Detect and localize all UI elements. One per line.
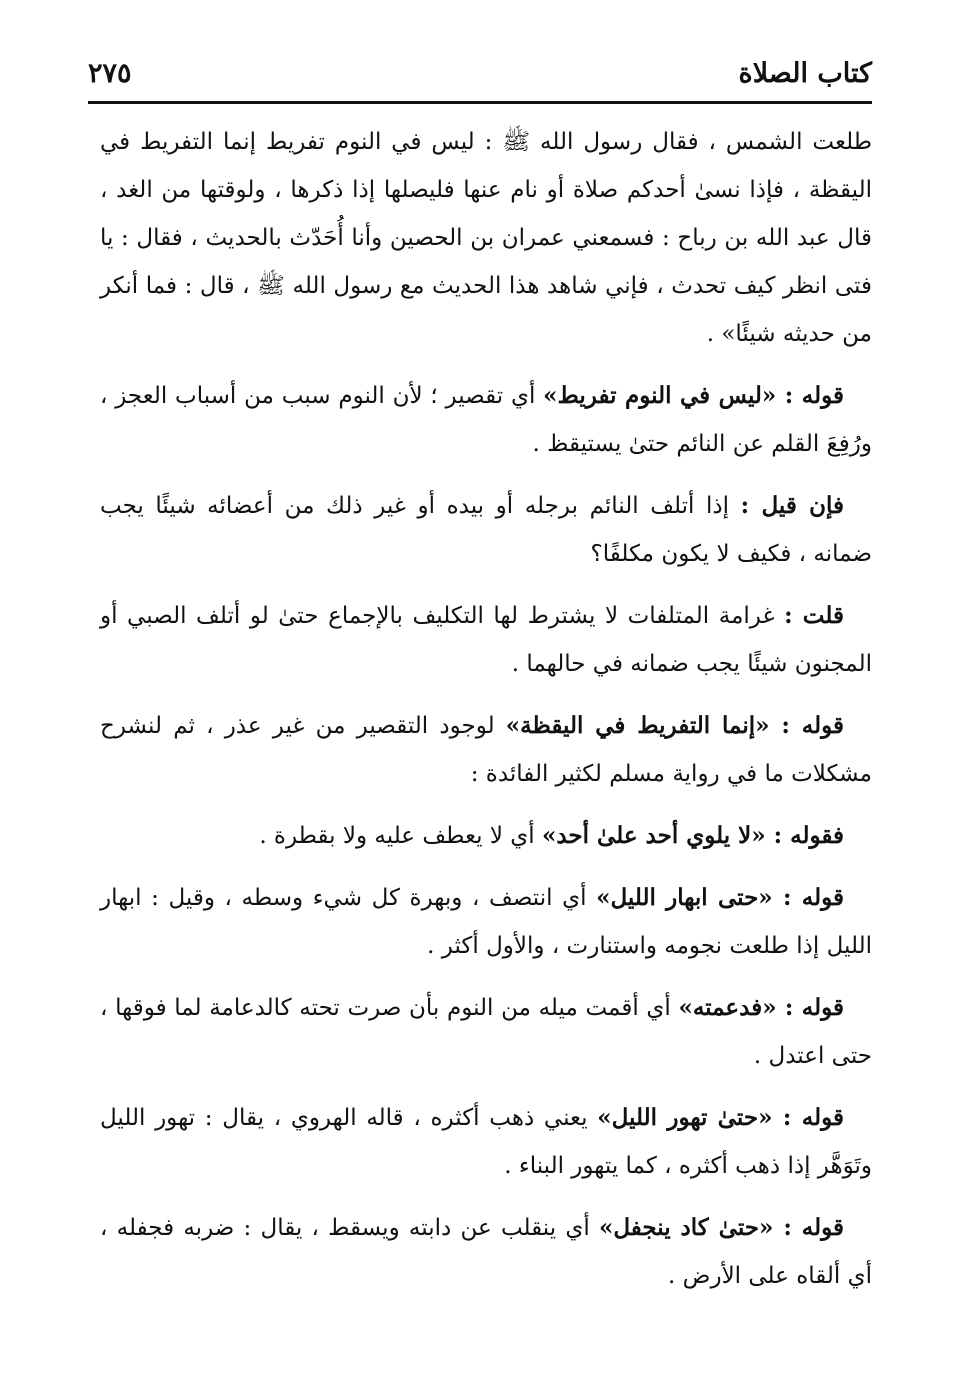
paragraph-9 <box>100 1094 872 1190</box>
paragraph-lead: قوله : «حتىٰ كاد ينجفل» <box>599 1214 844 1241</box>
paragraph-text: غرامة المتلفات لا يشترط لها التكليف بالإجماع حتىٰ لو أتلف الصبي أو المجنون شيئًا يجب ضمانه في حالهما . <box>100 603 872 677</box>
paragraph-lead: قلت : <box>784 602 844 629</box>
paragraph-lead: فقوله : «لا يلوي أحد علىٰ أحد» <box>541 822 844 849</box>
chapter-title: كتاب الصلاة <box>738 58 872 89</box>
paragraph-lead: قوله : «ليس في النوم تفريط» <box>543 382 844 409</box>
page-body <box>100 118 872 1314</box>
paragraph-7 <box>100 874 872 970</box>
paragraph-text: أي لا يعطف عليه ولا بقطرة . <box>259 823 542 849</box>
paragraph-text: أي ينقلب عن دابته ويسقط ، يقال : ضربه فجفله ، أي ألقاه على الأرض . <box>100 1215 872 1289</box>
paragraph-lead: قوله : «إنما التفريط في اليقظة» <box>505 712 844 739</box>
paragraph-text: إذا أتلف النائم برجله أو بيده أو غير ذلك من أعضائه شيئًا يجب ضمانه ، فكيف لا يكون مكلفًا؟ <box>100 493 872 567</box>
paragraph-1 <box>100 118 872 358</box>
header-rule <box>88 101 872 104</box>
paragraph-text: يعني ذهب أكثره ، قاله الهروي ، يقال : تهور الليل وتَوَهَّر إذا ذهب أكثره ، كما يتهور البناء . <box>100 1105 872 1179</box>
page-header <box>88 52 872 102</box>
paragraph-10 <box>100 1204 872 1300</box>
paragraph-lead: قوله : «حتىٰ تهور الليل» <box>597 1104 844 1131</box>
page-number: ٢٧٥ <box>88 58 132 89</box>
paragraph-lead: قوله : «حتى ابهار الليل» <box>596 884 844 911</box>
paragraph-text: طلعت الشمس ، فقال رسول الله ﷺ : ليس في النوم تفريط إنما التفريط في اليقظة ، فإذا نسىٰ أحدكم صلاة أو نام عنها فليصلها إذا ذكرها ، ولوقتها من الغد ، قال عبد الله بن رباح : فسمعني عمران بن الحصين وأنا أُحَدّث بالحديث ، فقال : يا فتى انظر كيف تحدث ، فإني شاهد هذا الحديث مع رسول الله ﷺ ، قال : فما أنكر من حديثه شيئًا» . <box>100 129 872 347</box>
paragraph-text: أي انتصف ، وبهرة كل شيء وسطه ، وقيل : ابهار الليل إذا طلعت نجومه واستنارت ، والأول أكثر . <box>100 885 872 959</box>
paragraph-text: أي أقمت ميله من النوم بأن صرت تحته كالدعامة لما فوقها ، حتى اعتدل . <box>100 995 872 1069</box>
paragraph-3 <box>100 482 872 578</box>
paragraph-lead: فإن قيل : <box>740 492 844 519</box>
paragraph-text: أي تقصير ؛ لأن النوم سبب من أسباب العجز ، ورُفِعَ القلم عن النائم حتىٰ يستيقظ . <box>100 383 872 457</box>
paragraph-lead: قوله : «فدعمته» <box>678 994 844 1021</box>
paragraph-6 <box>100 812 872 860</box>
paragraph-2 <box>100 372 872 468</box>
paragraph-8 <box>100 984 872 1080</box>
paragraph-text: لوجود التقصير من غير عذر ، ثم لنشرح مشكلات ما في رواية مسلم لكثير الفائدة : <box>100 713 872 787</box>
paragraph-4 <box>100 592 872 688</box>
paragraph-5 <box>100 702 872 798</box>
